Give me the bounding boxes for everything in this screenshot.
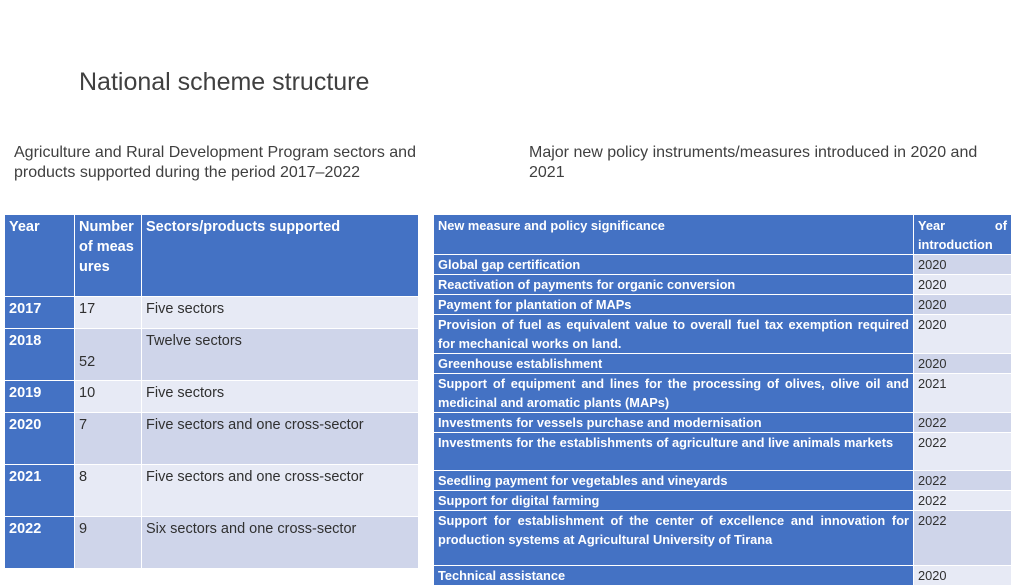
row-year: 2022 <box>914 433 1012 471</box>
row-sectors: Five sectors <box>142 381 419 413</box>
row-year: 2022 <box>914 413 1012 433</box>
table-row <box>5 517 419 569</box>
row-measure: Global gap certification <box>434 255 914 275</box>
row-year: 2022 <box>914 471 1012 491</box>
row-year: 2020 <box>914 566 1012 586</box>
row-measure: Support of equipment and lines for the processing of olives, olive oil and medicinal and aromatic plants (MAPs) <box>434 374 914 413</box>
row-year: 2020 <box>5 413 75 465</box>
row-sectors: Five sectors and one cross-sector <box>142 465 419 517</box>
table-row <box>5 465 419 517</box>
row-measure: Reactivation of payments for organic conversion <box>434 275 914 295</box>
row-year: 2018 <box>5 329 75 381</box>
row-number: 9 <box>75 517 142 569</box>
row-year: 2021 <box>5 465 75 517</box>
row-measure: Support for establishment of the center of excellence and innovation for production systems at Agricultural University of Tirana <box>434 511 914 566</box>
table-row <box>5 381 419 413</box>
row-number: 8 <box>75 465 142 517</box>
row-sectors: Five sectors and one cross-sector <box>142 413 419 465</box>
measures-table <box>433 214 1012 586</box>
table-row <box>434 471 1012 491</box>
row-sectors: Twelve sectors <box>142 329 419 381</box>
row-sectors: Six sectors and one cross-sector <box>142 517 419 569</box>
row-number: 10 <box>75 381 142 413</box>
col-header-year: Year <box>5 215 75 297</box>
sectors-table <box>4 214 419 569</box>
row-measure: Payment for plantation of MAPs <box>434 295 914 315</box>
row-year: 2020 <box>914 275 1012 295</box>
table-header-row <box>434 215 1012 255</box>
col-header-sectors: Sectors/products supported <box>142 215 419 297</box>
row-number: 52 <box>75 329 142 381</box>
row-year: 2020 <box>914 295 1012 315</box>
row-year: 2019 <box>5 381 75 413</box>
row-year: 2022 <box>914 491 1012 511</box>
row-measure: Seedling payment for vegetables and vineyards <box>434 471 914 491</box>
col-header-year: Year of introduction <box>914 215 1012 255</box>
left-table-caption: Agriculture and Rural Development Program sectors and products supported during the period 2017–2022 <box>14 144 416 181</box>
row-year: 2017 <box>5 297 75 329</box>
table-row <box>5 413 419 465</box>
row-measure: Investments for vessels purchase and modernisation <box>434 413 914 433</box>
table-row <box>434 511 1012 566</box>
row-sectors: Five sectors <box>142 297 419 329</box>
table-row <box>434 413 1012 433</box>
table-row <box>434 433 1012 471</box>
row-measure: Provision of fuel as equivalent value to overall fuel tax exemption required for mechanical works on land. <box>434 315 914 354</box>
table-header-row <box>5 215 419 297</box>
table-row <box>434 275 1012 295</box>
row-measure: Technical assistance <box>434 566 914 586</box>
row-year: 2021 <box>914 374 1012 413</box>
table-row <box>5 297 419 329</box>
table-row <box>434 295 1012 315</box>
row-measure: Support for digital farming <box>434 491 914 511</box>
row-year: 2020 <box>914 315 1012 354</box>
table-row <box>434 255 1012 275</box>
page-title: National scheme structure <box>79 68 370 96</box>
row-year: 2020 <box>914 354 1012 374</box>
table-row <box>5 329 419 381</box>
row-measure: Investments for the establishments of agriculture and live animals markets <box>434 433 914 471</box>
row-number: 17 <box>75 297 142 329</box>
col-header-number: Number of measures <box>75 215 142 297</box>
table-row <box>434 374 1012 413</box>
row-measure: Greenhouse establishment <box>434 354 914 374</box>
row-year: 2022 <box>914 511 1012 566</box>
col-header-measure: New measure and policy significance <box>434 215 914 255</box>
table-row <box>434 354 1012 374</box>
right-table-caption: Major new policy instruments/measures introduced in 2020 and 2021 <box>529 144 978 181</box>
row-year: 2020 <box>914 255 1012 275</box>
row-number: 7 <box>75 413 142 465</box>
table-row <box>434 315 1012 354</box>
table-row <box>434 491 1012 511</box>
row-year: 2022 <box>5 517 75 569</box>
